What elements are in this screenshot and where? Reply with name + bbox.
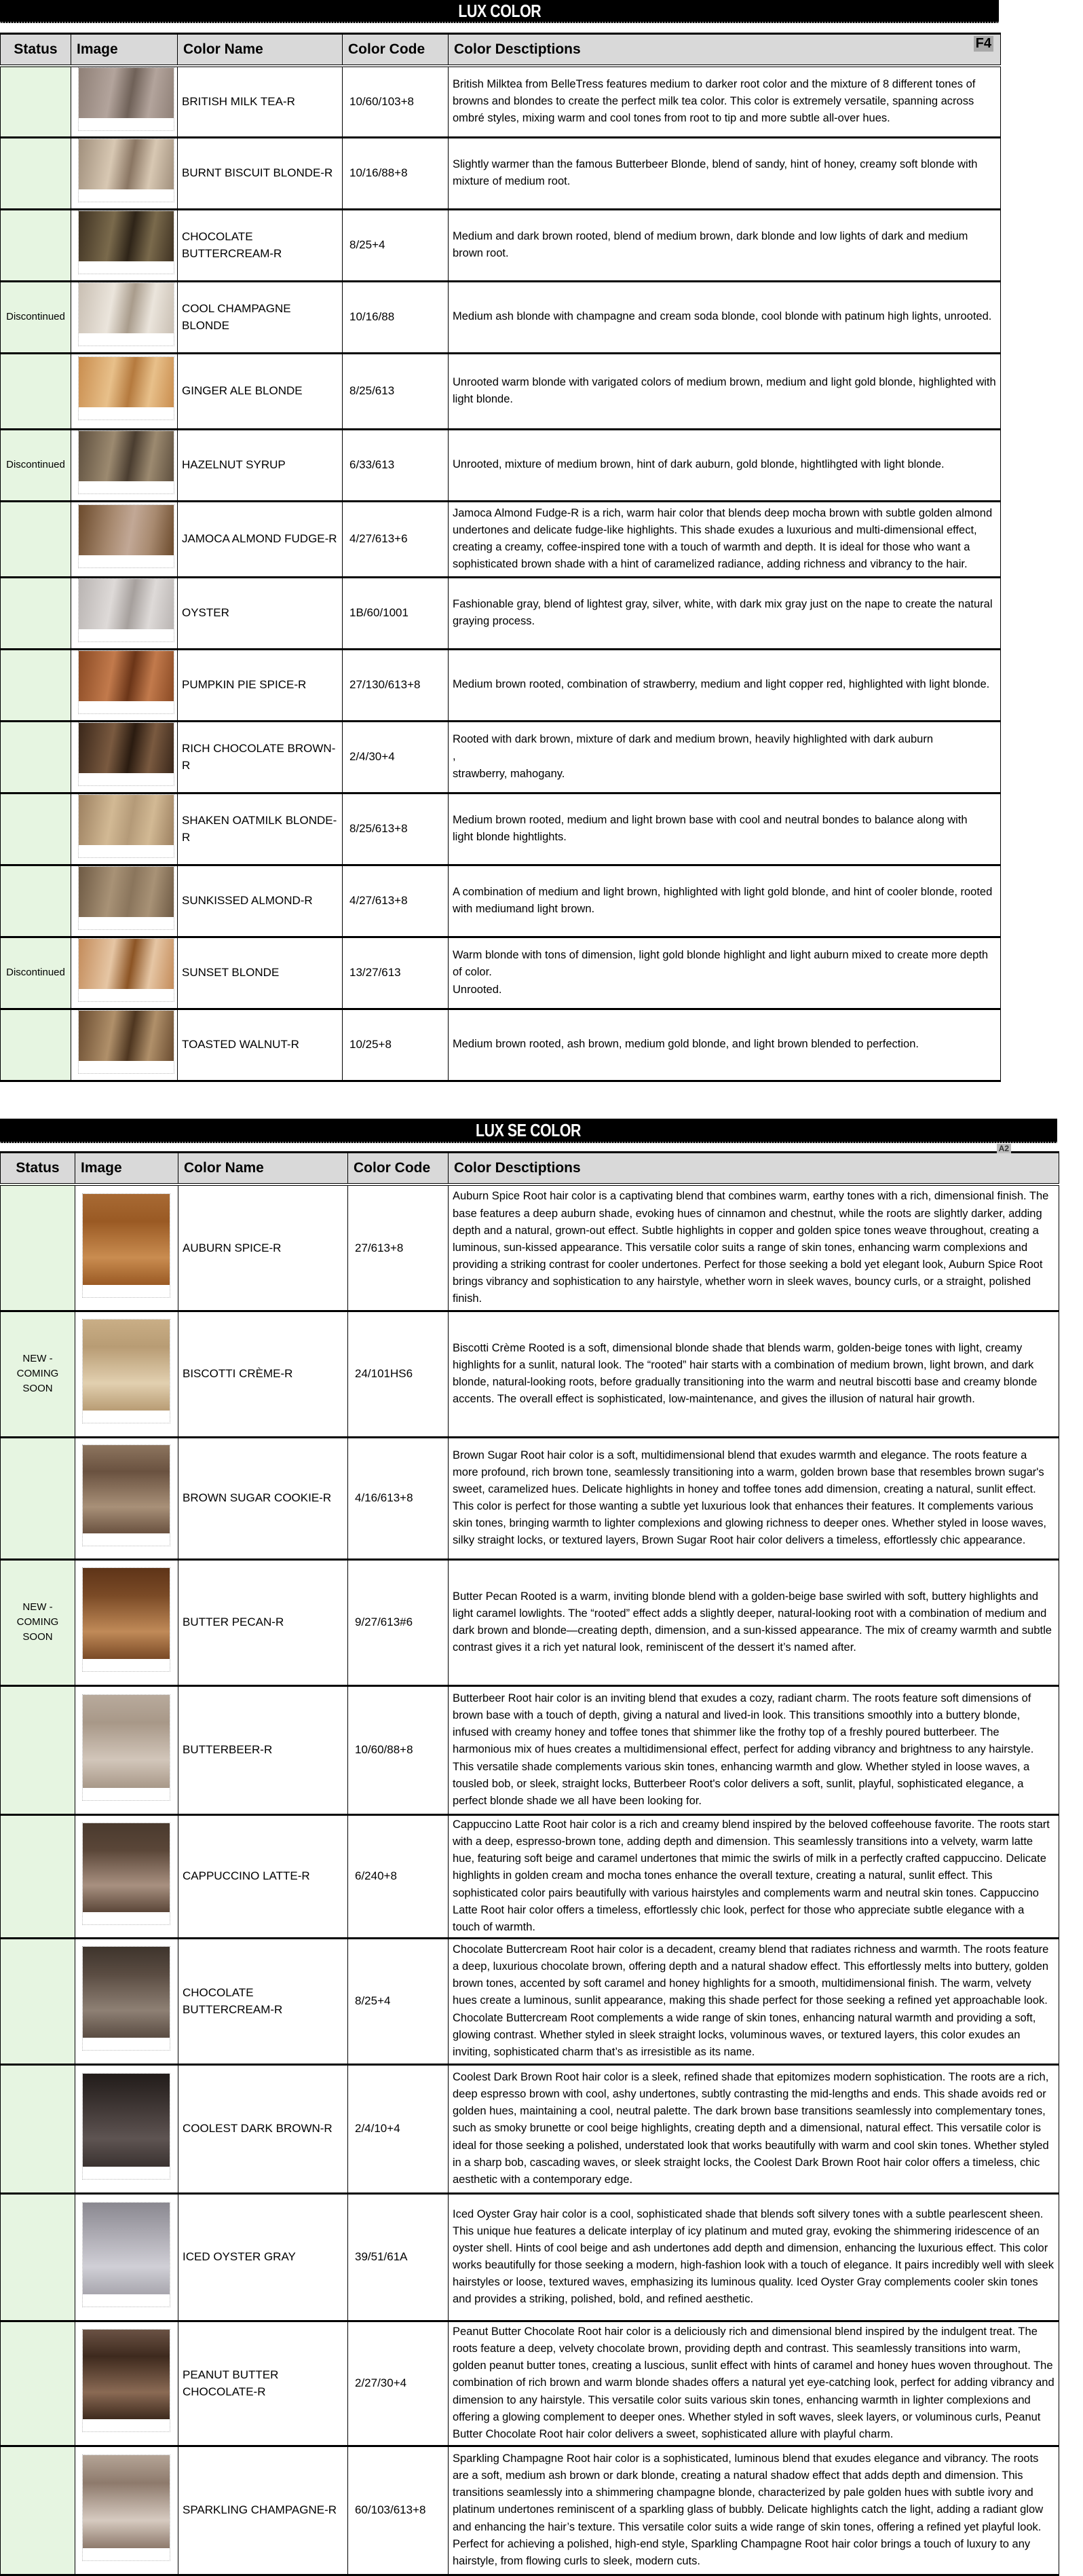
column-header-color-name: Color Name xyxy=(178,1153,348,1185)
column-header-color-code: Color Code xyxy=(343,34,449,67)
hair-swatch-image xyxy=(83,1445,170,1533)
table-row xyxy=(1,1685,1059,1814)
color-code-cell: 8/25/613+8 xyxy=(343,793,449,865)
hair-swatch-image xyxy=(79,283,174,333)
image-cell xyxy=(71,353,178,429)
hair-swatch-image xyxy=(83,1947,170,2038)
color-code-cell: 1B/60/1001 xyxy=(343,577,449,649)
color-description-cell: Jamoca Almond Fudge-R is a rich, warm hair color that blends deep mocha brown with subtle golden almond undertones and delicate fudge-like highlights. This shade exudes a luxurious and multi-dimensional effect, creating a creamy, coffee-inspired tone with a touch of warmth and depth. It is ideal for those who want a sophisticated brown shade with a hint of caramelized radiance, adding richness and vibrancy to the hair. xyxy=(449,501,1001,577)
swatch-frame xyxy=(82,2454,170,2561)
column-header-text: Color Desctiptions xyxy=(454,1160,581,1176)
swatch-frame xyxy=(78,356,174,420)
table-header-row xyxy=(1,34,1001,67)
color-code-cell: 13/27/613 xyxy=(343,937,449,1009)
table-header-row xyxy=(1,1153,1059,1185)
table-row xyxy=(1,1814,1059,1938)
color-code-cell: 39/51/61A xyxy=(348,2193,449,2321)
image-cell xyxy=(71,649,178,721)
color-table-lux xyxy=(0,33,1001,1082)
color-description-cell: Unrooted warm blonde with varigated colors of medium brown, medium and light gold blonde, highlighted with light blonde. xyxy=(449,353,1001,429)
status-cell xyxy=(1,1814,75,1938)
swatch-frame xyxy=(82,1193,170,1298)
swatch-frame xyxy=(78,938,174,1002)
status-cell xyxy=(1,1184,75,1311)
color-code-cell: 4/27/613+8 xyxy=(343,865,449,937)
hair-swatch-image xyxy=(79,867,174,917)
table-row xyxy=(1,577,1001,649)
hair-swatch-image xyxy=(83,2074,170,2167)
table-row xyxy=(1,1559,1059,1685)
hair-swatch-image xyxy=(79,579,174,629)
section-title-lux-se-color xyxy=(0,1119,1057,1143)
color-code-cell: 60/103/613+8 xyxy=(348,2446,449,2575)
table-row xyxy=(1,2321,1059,2446)
image-cell xyxy=(71,66,178,137)
color-code-cell: 6/33/613 xyxy=(343,429,449,501)
swatch-frame xyxy=(78,67,174,131)
swatch-frame xyxy=(82,1694,170,1801)
table-row xyxy=(1,1184,1059,1311)
table-row xyxy=(1,1938,1059,2064)
color-description-cell: Cappuccino Latte Root hair color is a rich and creamy blend inspired by the beloved coffeehouse favorite. The roots start with a deep, espresso-brown tone, adding depth and dimension. This seamlessly transitions into a velvety, warm latte hue, featuring soft beige and caramel undertones that mimic the swirls of milk in a perfectly crafted cappuccino. Delicate highlights in golden cream and mocha tones enhance the overall texture, creating a natural, sunlit effect. This sophisticated color pairs beautifully with various hairstyles and complements warm and neutral skin tones. Cappuccino Latte Root hair color offers a timeless, effortlessly chic look, perfect for those who appreciate subtle elegance with a touch of warmth. xyxy=(449,1814,1059,1938)
swatch-frame xyxy=(82,1567,170,1672)
status-cell: NEW - COMING SOON xyxy=(1,1559,75,1685)
swatch-frame xyxy=(78,430,174,494)
color-code-cell: 10/16/88+8 xyxy=(343,137,449,209)
swatch-frame xyxy=(82,2329,170,2432)
color-code-cell: 4/16/613+8 xyxy=(348,1437,449,1559)
hair-swatch-image xyxy=(79,211,174,261)
hair-swatch-image xyxy=(79,357,174,407)
column-header-status: Status xyxy=(1,1153,75,1185)
section-title-lux-color xyxy=(0,0,999,23)
color-name-cell: PEANUT BUTTER CHOCOLATE-R xyxy=(178,2321,348,2446)
column-header-status: Status xyxy=(1,34,71,67)
hair-swatch-image xyxy=(79,1011,174,1061)
image-cell xyxy=(75,2193,178,2321)
cell-reference-tag: A2 xyxy=(997,1144,1011,1153)
color-description-cell: British Milktea from BelleTress features medium to darker root color and the mixture of 8 different tones of browns and blondes to create the perfect milk tea color. This color is extremely versatile, spanning across ombré styles, mixing warm and cool tones from root to tip and more subtle all-over hues. xyxy=(449,66,1001,137)
status-cell xyxy=(1,2446,75,2575)
status-cell xyxy=(1,2321,75,2446)
status-cell xyxy=(1,1009,71,1081)
hair-swatch-image xyxy=(83,2455,170,2548)
swatch-frame xyxy=(78,722,174,786)
color-name-cell: OYSTER xyxy=(178,577,343,649)
hair-swatch-image xyxy=(79,651,174,701)
image-cell xyxy=(71,721,178,793)
color-code-cell: 2/27/30+4 xyxy=(348,2321,449,2446)
swatch-frame xyxy=(78,282,174,346)
image-cell xyxy=(75,1685,178,1814)
color-description-cell: Biscotti Crème Rooted is a soft, dimensional blonde shade that blends warm, golden-beige tones with light, creamy highlights for a sunlit, natural look. The “rooted” hair starts with a combination of medium brown, light brown, and dark blonde, natural-looking roots, before gradually transitioning into the warm and neutral biscotti base and creamy blonde accents. The overall effect is sophisticated, low-maintenance, and gives the illusion of natural hair growth. xyxy=(449,1311,1059,1437)
color-description-cell: Slightly warmer than the famous Butterbeer Blonde, blend of sandy, hint of honey, creamy soft blonde with mixture of medium root. xyxy=(449,137,1001,209)
color-description-cell: Medium ash blonde with champagne and cream soda blonde, cool blonde with patinum high lights, unrooted. xyxy=(449,281,1001,353)
swatch-frame xyxy=(82,2073,170,2180)
color-description-cell: Medium and dark brown rooted, blend of medium brown, dark blonde and low lights of dark and medium brown root. xyxy=(449,209,1001,281)
color-code-cell: 4/27/613+6 xyxy=(343,501,449,577)
color-name-cell: BUTTERBEER-R xyxy=(178,1685,348,1814)
status-cell: Discontinued xyxy=(1,937,71,1009)
color-name-cell: COOLEST DARK BROWN-R xyxy=(178,2064,348,2193)
status-cell xyxy=(1,2193,75,2321)
color-description-cell: Medium brown rooted, ash brown, medium gold blonde, and light brown blended to perfection. xyxy=(449,1009,1001,1081)
image-cell xyxy=(71,1009,178,1081)
color-name-cell: COOL CHAMPAGNE BLONDE xyxy=(178,281,343,353)
color-code-cell: 8/25/613 xyxy=(343,353,449,429)
column-header-image: Image xyxy=(75,1153,178,1185)
color-code-cell: 10/60/88+8 xyxy=(348,1685,449,1814)
color-name-cell: AUBURN SPICE-R xyxy=(178,1184,348,1311)
color-description-cell: Medium brown rooted, combination of strawberry, medium and light copper red, highlighted with light blonde. xyxy=(449,649,1001,721)
table-row xyxy=(1,501,1001,577)
hair-swatch-image xyxy=(79,939,174,989)
swatch-frame xyxy=(78,1010,174,1074)
status-cell xyxy=(1,649,71,721)
swatch-frame xyxy=(78,866,174,930)
color-code-cell: 8/25+4 xyxy=(343,209,449,281)
swatch-frame xyxy=(78,794,174,858)
color-code-cell: 10/16/88 xyxy=(343,281,449,353)
table-row xyxy=(1,2193,1059,2321)
table-row xyxy=(1,865,1001,937)
swatch-frame xyxy=(78,138,174,202)
status-cell xyxy=(1,1938,75,2064)
color-code-cell: 10/25+8 xyxy=(343,1009,449,1081)
image-cell xyxy=(71,793,178,865)
swatch-frame xyxy=(82,1946,170,2051)
status-cell xyxy=(1,137,71,209)
table-row xyxy=(1,429,1001,501)
column-header-color-code: Color Code xyxy=(348,1153,449,1185)
color-name-cell: RICH CHOCOLATE BROWN-R xyxy=(178,721,343,793)
table-row xyxy=(1,1009,1001,1081)
color-code-cell: 27/613+8 xyxy=(348,1184,449,1311)
status-cell xyxy=(1,1437,75,1559)
table-row xyxy=(1,793,1001,865)
table-row xyxy=(1,937,1001,1009)
color-name-cell: BISCOTTI CRÈME-R xyxy=(178,1311,348,1437)
color-code-cell: 2/4/30+4 xyxy=(343,721,449,793)
hair-swatch-image xyxy=(79,431,174,481)
hair-swatch-image xyxy=(79,139,174,189)
hair-swatch-image xyxy=(83,2330,170,2419)
hair-swatch-image xyxy=(83,1568,170,1659)
status-cell xyxy=(1,2064,75,2193)
swatch-frame xyxy=(82,1319,170,1423)
color-name-cell: BRITISH MILK TEA-R xyxy=(178,66,343,137)
swatch-frame xyxy=(82,1444,170,1546)
image-cell xyxy=(75,1938,178,2064)
image-cell xyxy=(71,501,178,577)
column-header-color-name: Color Name xyxy=(178,34,343,67)
color-code-cell: 27/130/613+8 xyxy=(343,649,449,721)
swatch-frame xyxy=(82,2202,170,2307)
hair-swatch-image xyxy=(83,1823,170,1912)
hair-swatch-image xyxy=(83,2203,170,2294)
hair-swatch-image xyxy=(83,1320,170,1411)
status-cell xyxy=(1,1685,75,1814)
color-description-cell: Butter Pecan Rooted is a warm, inviting blonde blend with a golden-beige base swirled with soft, buttery highlights and light caramel lowlights. The “rooted” effect adds a slightly deeper, natural-looking root with a combination of medium and dark brown and blonde—creating depth, dimension, and a sun-kissed appearance. The mix of creamy warmth and subtle contrast gives it a rich yet natural look, reminiscent of the dessert it’s named after. xyxy=(449,1559,1059,1685)
color-name-cell: BUTTER PECAN-R xyxy=(178,1559,348,1685)
table-row xyxy=(1,209,1001,281)
color-name-cell: GINGER ALE BLONDE xyxy=(178,353,343,429)
status-cell xyxy=(1,66,71,137)
section-title-text: LUX SE COLOR xyxy=(476,1120,582,1140)
image-cell xyxy=(71,577,178,649)
image-cell xyxy=(71,137,178,209)
hair-swatch-image xyxy=(79,68,174,118)
color-description-cell: Brown Sugar Root hair color is a soft, multidimensional blend that exudes warmth and elegance. The roots feature a more profound, rich brown tone, seamlessly transitioning into a warm, golden brown base that resembles brown sugar's sweet, caramelized hues. Delicate highlights in honey and toffee tones add dimension, creating a natural, sunlit effect. This color is perfect for those wanting a subtle yet luxurious look that enhances their features. It complements various skin tones, bringing warmth to lighter complexions and glowing richness to deeper ones. Whether styled in loose waves, silky straight locks, or textured layers, Brown Sugar Root hair color delivers a timeless, effortlessly chic appearance. xyxy=(449,1437,1059,1559)
image-cell xyxy=(75,1559,178,1685)
image-cell xyxy=(71,429,178,501)
color-name-cell: SUNKISSED ALMOND-R xyxy=(178,865,343,937)
status-cell xyxy=(1,577,71,649)
column-header-text: Color Desctiptions xyxy=(454,41,581,57)
table-row xyxy=(1,353,1001,429)
image-cell xyxy=(75,2446,178,2575)
image-cell xyxy=(75,1437,178,1559)
color-description-cell: Medium brown rooted, medium and light brown base with cool and neutral bondes to balance along with light blonde hightlights. xyxy=(449,793,1001,865)
color-description-cell: Auburn Spice Root hair color is a captivating blend that combines warm, earthy tones with a rich, dimensional finish. The base features a deep auburn shade, evoking hues of cinnamon and chestnut, while the roots are slightly darker, adding depth and a natural, grown-out effect. Subtle highlights in copper and golden spice tones weave throughout, creating a luminous, sun-kissed appearance. This versatile color suits a range of skin tones, enhancing warm complexions and providing a striking contrast for cooler undertones. Perfect for those seeking a bold yet elegant look, Auburn Spice Root brings vibrancy and sophistication to any hairstyle, whether worn in sleek waves, bouncy curls, or a straight, polished finish. xyxy=(449,1184,1059,1311)
swatch-frame xyxy=(82,1823,170,1925)
image-cell xyxy=(71,209,178,281)
color-name-cell: CHOCOLATE BUTTERCREAM-R xyxy=(178,1938,348,2064)
color-description-cell: Rooted with dark brown, mixture of dark and medium brown, heavily highlighted with dark auburn , strawberry, mahogany. xyxy=(449,721,1001,793)
color-description-cell: Butterbeer Root hair color is an inviting blend that exudes a cozy, radiant charm. The roots feature soft dimensions of brown base with a touch of depth, giving a natural and lived-in look. This transitions smoothly into a buttery blonde, infused with creamy honey and toffee tones that shimmer like the frothy top of a freshly poured butterbeer. The harmonious mix of hues creates a multidimensional effect, perfect for adding vibrancy and brightness to any hairstyle. This versatile shade complements various skin tones, enhancing warmth and glow. Whether styled in loose waves, a tousled bob, or sleek, straight locks, Butterbeer Root's color delivers a soft, sunlit, playful, sophisticated elegance, a perfect blonde shade we all have been looking for. xyxy=(449,1685,1059,1814)
table-row xyxy=(1,721,1001,793)
color-description-cell: Warm blonde with tons of dimension, light gold blonde highlight and light auburn mixed to create more depth of color. Unrooted. xyxy=(449,937,1001,1009)
color-description-cell: Chocolate Buttercream Root hair color is a decadent, creamy blend that radiates richness and warmth. The roots feature a deep, luxurious chocolate brown, offering depth and a natural shadow effect. This effortlessly melts into buttery, golden brown tones, accented by soft caramel and honey highlights for a smooth, multidimensional finish. The warm, velvety hues create a luminous, sunlit appearance, making this shade perfect for those seeking a refined yet approachable look. Chocolate Buttercream Root complements a wide range of skin tones, enhancing natural warmth and providing a soft, glowing contrast. Whether styled in sleek straight locks, voluminous waves, or textured layers, this color exudes an inviting, sophisticated charm that’s as irresistible as its name. xyxy=(449,1938,1059,2064)
table-row xyxy=(1,137,1001,209)
color-code-cell: 6/240+8 xyxy=(348,1814,449,1938)
swatch-frame xyxy=(78,650,174,714)
hair-swatch-image xyxy=(83,1695,170,1788)
color-name-cell: TOASTED WALNUT-R xyxy=(178,1009,343,1081)
status-cell xyxy=(1,793,71,865)
image-cell xyxy=(75,1814,178,1938)
column-header-image: Image xyxy=(71,34,178,67)
swatch-frame xyxy=(78,210,174,274)
table-row xyxy=(1,1437,1059,1559)
color-name-cell: BURNT BISCUIT BLONDE-R xyxy=(178,137,343,209)
color-table-lux-se xyxy=(0,1144,1059,2576)
color-code-cell: 10/60/103+8 xyxy=(343,66,449,137)
image-cell xyxy=(71,937,178,1009)
color-description-cell: Coolest Dark Brown Root hair color is a sleek, refined shade that epitomizes modern sophistication. The roots are a rich, deep espresso brown with cool, ashy undertones, subtly contrasting the mid-lengths and ends. This shade avoids red or golden hues, maintaining a cool, neutral palette. The dark brown base transitions seamlessly into complementary tones, such as smoky brunette or cool beige highlights, creating depth and a dimensional, natural effect. This versatile color is ideal for those seeking a polished, understated look that works beautifully with warm and cool skin tones. Whether styled in a sharp bob, cascading waves, or sleek straight locks, the Coolest Dark Brown Root hair color offers a timeless, chic aesthetic with a contemporary edge. xyxy=(449,2064,1059,2193)
image-cell xyxy=(75,2321,178,2446)
color-name-cell: CHOCOLATE BUTTERCREAM-R xyxy=(178,209,343,281)
status-cell xyxy=(1,721,71,793)
color-description-cell: Sparkling Champagne Root hair color is a sophisticated, luminous blend that exudes elegance and vibrancy. The roots are a soft, medium ash brown or dark blonde, creating a natural shadow effect that adds depth and dimension. This transitions seamlessly into a shimmering champagne blonde, characterized by pale golden hues with subtle ivory and platinum undertones reminiscent of a sparkling glass of bubbly. Delicate highlights catch the light, adding a radiant glow and enhancing the hair’s texture. This versatile color suits a wide range of skin tones, offering a refined yet playful look. Perfect for achieving a polished, high-end style, Sparkling Champagne Root hair color brings a touch of luxury to any hairstyle, from flowing curls to sleek, modern cuts. xyxy=(449,2446,1059,2575)
hair-swatch-image xyxy=(79,795,174,845)
hair-swatch-image xyxy=(79,723,174,773)
image-cell xyxy=(75,1311,178,1437)
status-cell: NEW - COMING SOON xyxy=(1,1311,75,1437)
table-row xyxy=(1,66,1001,137)
cell-reference-tag: F4 xyxy=(974,36,993,52)
color-code-cell: 2/4/10+4 xyxy=(348,2064,449,2193)
color-name-cell: PUMPKIN PIE SPICE-R xyxy=(178,649,343,721)
color-description-cell: Peanut Butter Chocolate Root hair color is a deliciously rich and dimensional blend inspired by the indulgent treat. The roots feature a deep, velvety chocolate brown, providing depth and contrast. This seamlessly transitions into warm, golden peanut butter tones, creating a luscious, sunlit effect with hints of caramel and honey hues woven throughout. The combination of rich brown and warm blonde shades offers a natural yet eye-catching look, perfect for adding vibrancy and dimension to any hairstyle. This versatile color suits various skin tones, enhancing warmth in lighter complexions and offering a glowing complement to deeper ones. Whether styled in soft waves, sleek layers, or voluminous curls, Peanut Butter Chocolate Root hair color delivers a sweet, sophisticated allure with playful charm. xyxy=(449,2321,1059,2446)
color-name-cell: HAZELNUT SYRUP xyxy=(178,429,343,501)
table-row xyxy=(1,2446,1059,2575)
swatch-frame xyxy=(78,504,174,568)
column-header-color-descriptions xyxy=(449,1144,1059,1185)
color-code-cell: 8/25+4 xyxy=(348,1938,449,2064)
color-code-cell: 24/101HS6 xyxy=(348,1311,449,1437)
status-cell xyxy=(1,501,71,577)
hair-swatch-image xyxy=(79,505,174,555)
status-cell: Discontinued xyxy=(1,281,71,353)
table-row xyxy=(1,649,1001,721)
color-name-cell: SUNSET BLONDE xyxy=(178,937,343,1009)
column-header-color-descriptions xyxy=(449,34,1001,67)
color-description-cell: Iced Oyster Gray hair color is a cool, sophisticated shade that blends soft silvery tones with a subtle pearlescent sheen. This unique hue features a delicate interplay of icy platinum and muted gray, evoking the shimmering iridescence of an oyster shell. Hints of cool beige and ash undertones add depth and dimension, enhancing the luxurious effect. This color works beautifully for those seeking a modern, high-fashion look with a touch of elegance. It pairs incredibly well with sleek hairstyles or loose, textured waves, emphasizing its luminous quality. Iced Oyster Gray complements cooler skin tones and provides a striking, polished, bold, and refined aesthetic. xyxy=(449,2193,1059,2321)
color-description-cell: Fashionable gray, blend of lightest gray, silver, white, with dark mix gray just on the nape to create the natural graying process. xyxy=(449,577,1001,649)
image-cell xyxy=(71,281,178,353)
section-title-text: LUX COLOR xyxy=(458,1,541,21)
color-code-cell: 9/27/613#6 xyxy=(348,1559,449,1685)
color-name-cell: ICED OYSTER GRAY xyxy=(178,2193,348,2321)
color-name-cell: SHAKEN OATMILK BLONDE-R xyxy=(178,793,343,865)
status-cell xyxy=(1,865,71,937)
color-name-cell: BROWN SUGAR COOKIE-R xyxy=(178,1437,348,1559)
status-cell xyxy=(1,209,71,281)
color-name-cell: SPARKLING CHAMPAGNE-R xyxy=(178,2446,348,2575)
color-description-cell: Unrooted, mixture of medium brown, hint of dark auburn, gold blonde, hightlihgted with light blonde. xyxy=(449,429,1001,501)
table-row xyxy=(1,281,1001,353)
image-cell xyxy=(71,865,178,937)
hair-swatch-image xyxy=(83,1194,170,1285)
color-description-cell: A combination of medium and light brown, highlighted with light gold blonde, and hint of cooler blonde, rooted with mediumand light brown. xyxy=(449,865,1001,937)
table-row xyxy=(1,2064,1059,2193)
color-name-cell: JAMOCA ALMOND FUDGE-R xyxy=(178,501,343,577)
image-cell xyxy=(75,1184,178,1311)
color-name-cell: CAPPUCCINO LATTE-R xyxy=(178,1814,348,1938)
table-row xyxy=(1,1311,1059,1437)
status-cell: Discontinued xyxy=(1,429,71,501)
status-cell xyxy=(1,353,71,429)
swatch-frame xyxy=(78,578,174,642)
image-cell xyxy=(75,2064,178,2193)
